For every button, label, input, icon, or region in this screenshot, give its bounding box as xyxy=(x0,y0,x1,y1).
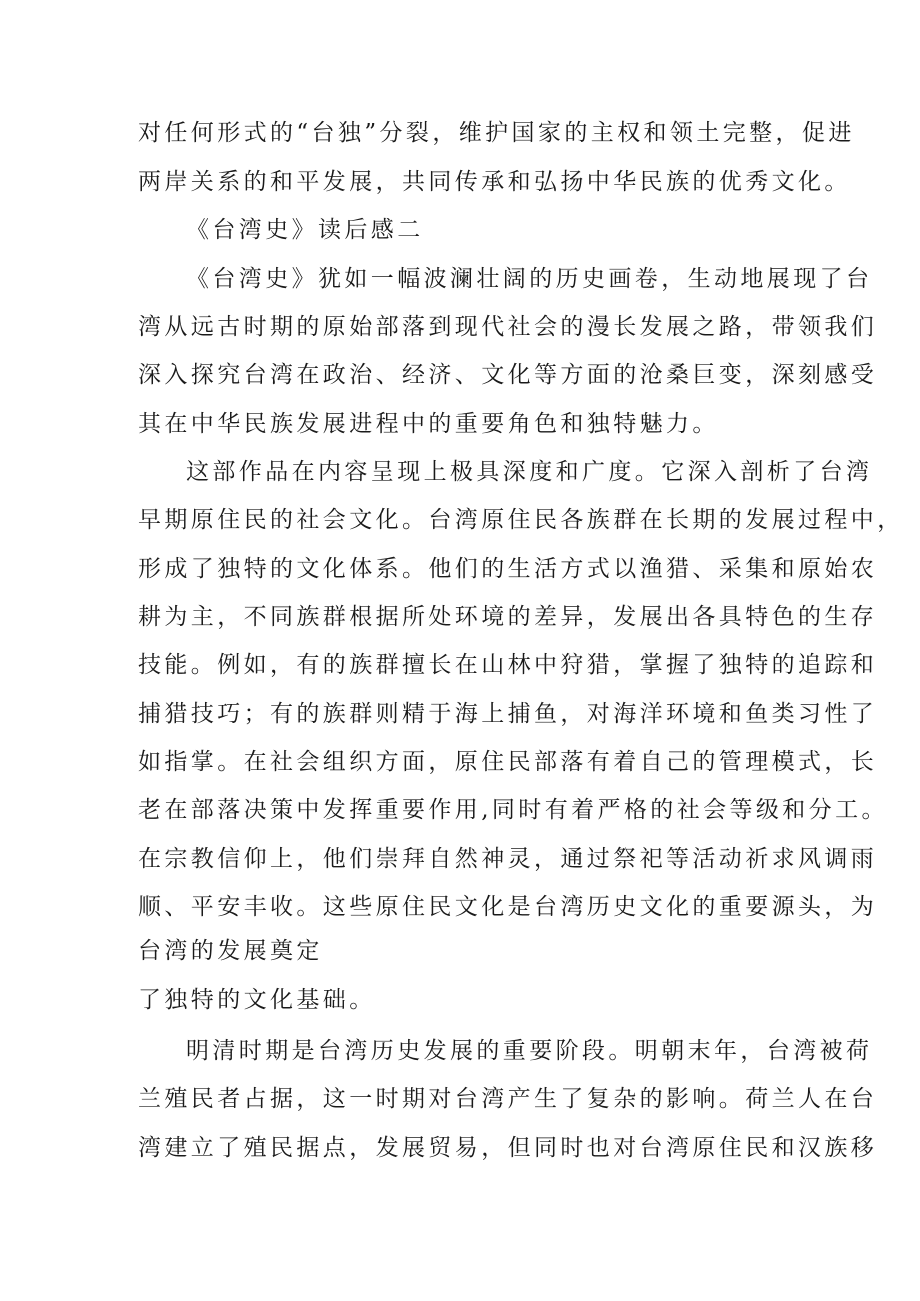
text-line: 台湾的发展奠定 xyxy=(138,938,323,964)
text-line: 对任何形式的“台独”分裂，维护国家的主权和领土完整，促进 xyxy=(138,120,855,146)
text-line: 在宗教信仰上，他们崇拜自然神灵，通过祭祀等活动祈求风调雨 xyxy=(138,846,878,872)
section-heading: 《台湾史》读后感二 xyxy=(186,217,424,243)
text-line: 形成了独特的文化体系。他们的生活方式以渔猎、采集和原始农 xyxy=(138,556,878,582)
text-line: 技能。例如，有的族群擅长在山林中狩猎，掌握了独特的追踪和 xyxy=(138,652,878,678)
text-line: 早期原住民的社会文化。台湾原住民各族群在长期的发展过程中， xyxy=(138,507,904,533)
text-line: 如指掌。在社会组织方面，原住民部落有着自己的管理模式，长 xyxy=(138,749,878,775)
text-line: 耕为主，不同族群根据所处环境的差异，发展出各具特色的生存 xyxy=(138,604,878,630)
text-line: 兰殖民者占据，这一时期对台湾产生了复杂的影响。荷兰人在台 xyxy=(138,1086,878,1112)
text-line: 捕猎技巧；有的族群则精于海上捕鱼，对海洋环境和鱼类习性了 xyxy=(138,701,878,727)
text-line: 这部作品在内容呈现上极具深度和广度。它深入剖析了台湾 xyxy=(186,459,873,485)
text-line: 了独特的文化基础。 xyxy=(138,987,376,1013)
text-line: 两岸关系的和平发展，共同传承和弘扬中华民族的优秀文化。 xyxy=(138,169,851,195)
text-line: 明清时期是台湾历史发展的重要阶段。明朝末年，台湾被荷 xyxy=(186,1038,873,1064)
text-line: 老在部落决策中发挥重要作用,同时有着严格的社会等级和分工。 xyxy=(138,797,888,823)
text-line: 《台湾史》犹如一幅波澜壮阔的历史画卷，生动地展现了台 xyxy=(186,266,873,292)
text-line: 湾从远古时期的原始部落到现代社会的漫长发展之路，带领我们 xyxy=(138,314,878,340)
text-line: 其在中华民族发展进程中的重要角色和独特魅力。 xyxy=(138,411,719,437)
text-line: 深入探究台湾在政治、经济、文化等方面的沧桑巨变，深刻感受 xyxy=(138,362,878,388)
text-line: 湾建立了殖民据点，发展贸易，但同时也对台湾原住民和汉族移 xyxy=(138,1135,878,1161)
text-line: 顺、平安丰收。这些原住民文化是台湾历史文化的重要源头，为 xyxy=(138,894,878,920)
